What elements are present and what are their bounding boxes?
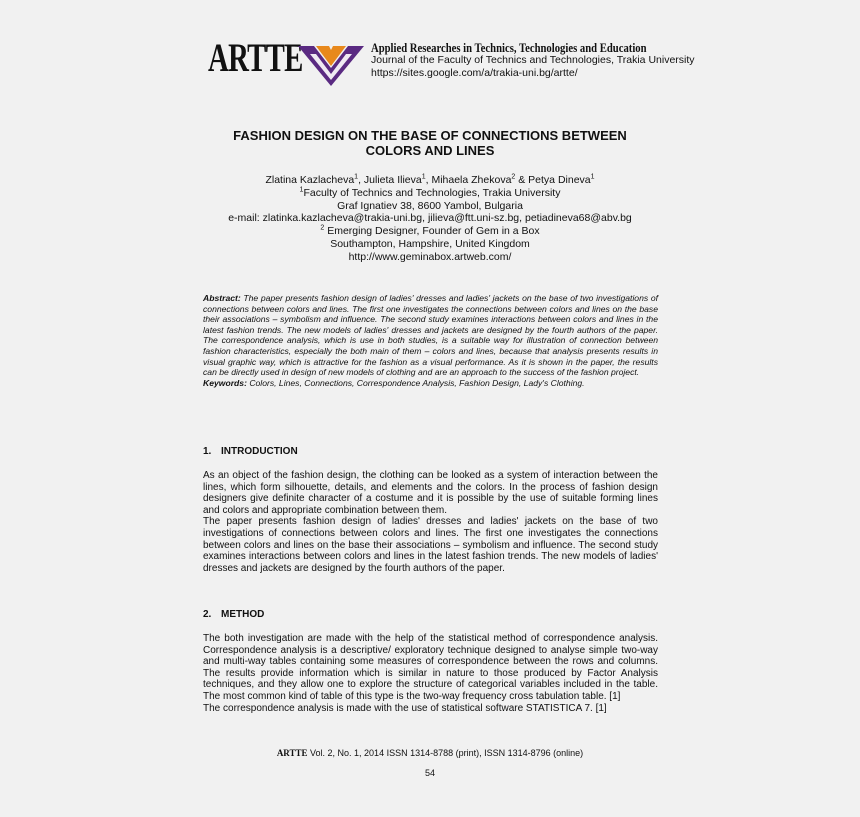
title-line-2: COLORS AND LINES (365, 143, 495, 158)
section-introduction-body (203, 470, 658, 574)
affiliation-2-url[interactable]: http://www.geminabox.artweb.com/ (348, 250, 512, 263)
keywords-label: Keywords: (203, 377, 247, 388)
title-line-1: FASHION DESIGN ON THE BASE OF CONNECTIONS BETWEEN (233, 128, 627, 143)
author-emails: e-mail: zlatinka.kazlacheva@trakia-uni.bg, jilieva@ftt.uni-sz.bg, petiadineva68@abv.bg (228, 212, 632, 225)
author-separator: , (425, 174, 432, 186)
author-list (140, 174, 720, 187)
affiliation-name: Faculty of Technics and Technologies, Trakia University (303, 186, 561, 199)
section-number: 2. (203, 609, 212, 620)
section-title: INTRODUCTION (221, 446, 298, 457)
page-number: 54 (424, 768, 435, 778)
author-sup: 1 (354, 173, 359, 181)
abstract-body: The paper presents fashion design of ladies' dresses and ladies' jackets on the base of two investigations of connections between colors and lines. The first one investigates the connections between colors and lines on the base their associations – symbolism and influence. The second study examines interactions between colors and lines in the latest fashion trends. The new models of ladies' dresses and jackets are designed by the fourth authors of the paper. The correspondence analysis, which is use in both studies, is a suitable way for illustration of connection between fashion characteristics, especially the both main of them – colors and lines, because that analysis presents results in visual graphic way, which is attractive for the fashion as a visual performance. As it is shown in the paper, the results can be directly used in design of new models of clothing and are an approach to the success of the fashion project. (203, 293, 658, 378)
author-name: Julieta Ilieva (363, 174, 422, 186)
journal-logo-icon (296, 40, 366, 88)
affiliation-sup: 2 (320, 224, 325, 232)
page-footer (140, 748, 720, 759)
footer-brand: ARTTE (276, 748, 308, 758)
section-method-body (203, 633, 658, 714)
author-block (140, 174, 720, 264)
journal-title: Applied Researches in Technics, Technologies and Education (371, 40, 647, 55)
section-number: 1. (203, 446, 212, 457)
author-separator: , (358, 174, 364, 186)
journal-subtitle: Journal of the Faculty of Technics and Technologies, Trakia University (371, 54, 695, 66)
keywords (203, 378, 658, 389)
author-sup: 1 (421, 173, 426, 181)
footer-citation: Vol. 2, No. 1, 2014 ISSN 1314-8788 (print), ISSN 1314-8796 (online) (307, 748, 584, 758)
section-heading-introduction (203, 446, 298, 458)
abstract-label: Abstract: (203, 293, 241, 303)
section-heading-method (203, 609, 264, 621)
author-name: Petya Dineva (528, 174, 591, 186)
author-sup: 2 (511, 173, 516, 181)
author-name: Mihaela Zhekova (431, 174, 512, 186)
author-separator: & (515, 174, 529, 186)
paragraph: As an object of the fashion design, the clothing can be looked as a system of interaction between the lines, which form silhouette, details, and elements and the colors. In the process of fashion design designers give definite character of a costume and it is possible by the use of suitable forming lines and colors and appropriate combination between them. (203, 470, 658, 516)
journal-logo-text: ARTTE (208, 35, 303, 80)
paragraph: The correspondence analysis is made with the use of statistical software STATISTICA 7. [1] (203, 702, 607, 714)
affiliation-2 (140, 225, 720, 238)
affiliation-2-address: Southampton, Hampshire, United Kingdom (330, 237, 530, 250)
author-name: Zlatina Kazlacheva (265, 174, 355, 186)
author-sup: 1 (590, 173, 595, 181)
paragraph: The both investigation are made with the help of the statistical method of correspondence analysis. Correspondence analysis is a descriptive/ exploratory technique designed to analyse simple two-way and multi-way tables containing some measures of correspondence between the rows and columns. The results provide information which is similar in nature to those produced by Factor Analysis techniques, and they allow one to explore the structure of categorical variables included in the table. The most common kind of table of this type is the two-way frequency cross tabulation table. [1] (203, 633, 658, 702)
affiliation-sup: 1 (299, 186, 304, 194)
abstract-text (203, 293, 658, 378)
affiliation-1 (140, 187, 720, 200)
affiliation-name: Emerging Designer, Founder of Gem in a Box (327, 225, 540, 238)
keywords-list: Colors, Lines, Connections, Correspondence Analysis, Fashion Design, Lady's Clothing. (246, 377, 585, 388)
affiliation-1-address: Graf Ignatiev 38, 8600 Yambol, Bulgaria (337, 199, 523, 212)
journal-info (371, 41, 707, 80)
paper-title (140, 128, 720, 158)
section-title: METHOD (221, 609, 265, 620)
journal-url[interactable]: https://sites.google.com/a/trakia-uni.bg/artte/ (371, 67, 578, 79)
abstract-block (203, 293, 658, 388)
paragraph: The paper presents fashion design of ladies' dresses and ladies' jackets on the base of two investigations of connections between colors and lines. The first one investigates the connections between colors and lines on the base their associations – symbolism and influence. The second study examines interactions between colors and lines in the latest fashion trends. The new models of ladies' dresses and jackets are designed by the fourth authors of the paper. (203, 516, 658, 574)
